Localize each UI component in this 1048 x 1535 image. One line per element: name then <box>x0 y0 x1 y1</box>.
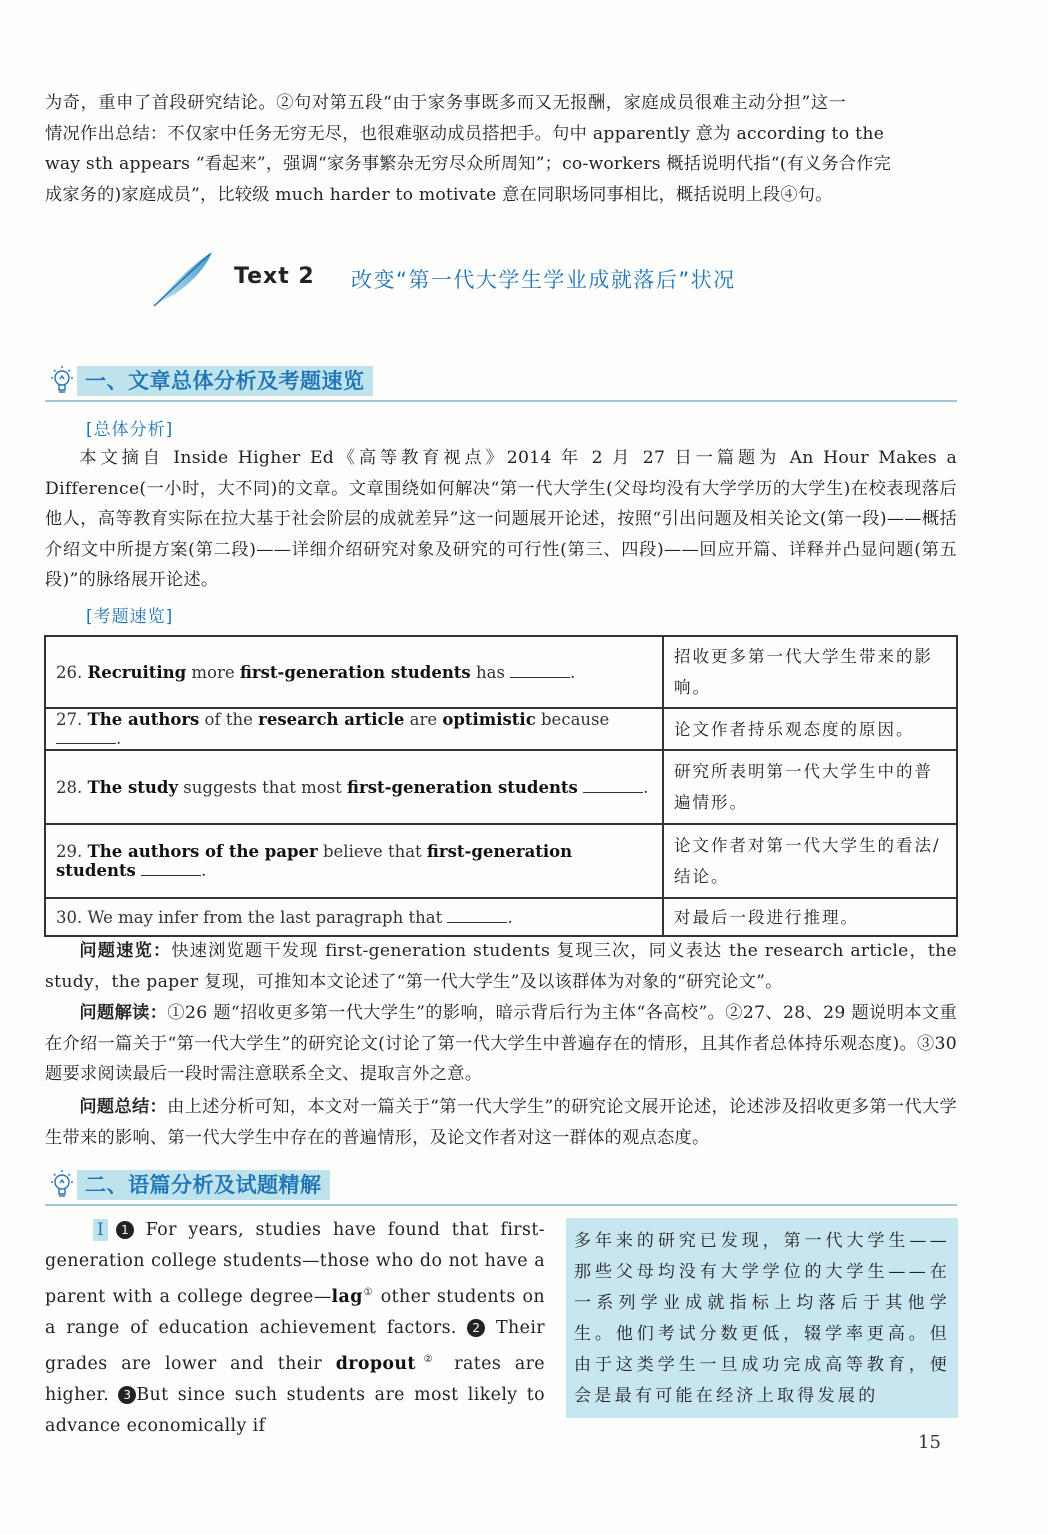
question-stem <box>45 824 663 898</box>
vocab-note-marker: ② <box>415 1353 441 1365</box>
stem-end: . <box>116 729 122 748</box>
section-rule <box>45 1204 957 1206</box>
sentence-text: other students on a range of education achievement factors. <box>45 1286 546 1338</box>
question-stem <box>45 708 663 750</box>
vocab-word: dropout <box>335 1353 416 1374</box>
sentence-text: rates are higher. <box>45 1353 546 1405</box>
question-preview-table <box>44 635 958 937</box>
sentence-number-badge: 1 <box>116 1221 134 1239</box>
stem-end: . <box>570 662 576 682</box>
lightbulb-icon <box>47 364 77 396</box>
keyword: The authors <box>87 710 200 729</box>
sentence-number-badge: 3 <box>118 1386 136 1404</box>
answer-blank <box>583 778 643 793</box>
question-stem <box>45 750 663 824</box>
question-number: 26. <box>56 662 83 682</box>
summary-text: 由上述分析可知，本文对一篇关于“第一代大学生”的研究论文展开论述，论述涉及招收更多第一代大学生带来的影响、第一代大学生中存在的普遍情形，及论文作者对这一群体的观点态度。 <box>45 1097 957 1148</box>
question-number: 28. <box>56 777 83 797</box>
english-passage <box>45 1215 545 1442</box>
sentence-text: Their grades are lower and their <box>45 1317 546 1374</box>
page-number: 15 <box>918 1432 941 1453</box>
stem-text: has <box>470 662 511 682</box>
stem-text: more <box>186 662 240 682</box>
stem-end: . <box>643 777 649 797</box>
keyword: first-generation students <box>239 662 471 682</box>
quill-pen-icon <box>150 248 220 310</box>
question-row <box>45 898 957 936</box>
translation-text: 多年来的研究已发现，第一代大学生——那些父母均没有大学学位的大学生——在一系列学业成就指标上均落后于其他学生。他们考试分数更低，辍学率更高。但由于这类学生一旦成功完成高等教育，便会是最有可能在经济上取得发展的 <box>574 1231 950 1406</box>
lightbulb-icon <box>47 1168 77 1200</box>
vocab-word: lag <box>331 1286 363 1307</box>
sentence-text: For years, studies have found that first-generation college students—those who do not have a parent with a college degree— <box>45 1220 545 1307</box>
question-focus-note: 论文作者持乐观态度的原因。 <box>663 708 957 750</box>
summary-label: 问题总结： <box>79 1097 168 1117</box>
vocab-note-marker: ① <box>362 1287 374 1298</box>
question-number: 29. <box>56 842 83 861</box>
stem-text: of the <box>199 710 259 729</box>
read-text: ①26 题“招收更多第一代大学生”的影响，暗示背后行为主体“各高校”。②27、28、29 题说明本文重在介绍一篇关于“第一代大学生”的研究论文(讨论了第一代大学生中普遍存在的情形，且其作者总体持乐观态度)。③30 题要求阅读最后一段时需注意联系全文、提取言外之意。 <box>45 1003 957 1084</box>
text-line: 成家务的)家庭成员”，比较级 much harder to motivate 意在同职场同事相比，概括说明上段④句。 <box>45 184 833 205</box>
question-row <box>45 824 957 898</box>
question-speed-paragraph <box>45 936 957 997</box>
paragraph-number-badge: I <box>93 1219 108 1241</box>
question-reading-paragraph <box>45 998 957 1090</box>
section-title: 一、文章总体分析及考题速览 <box>77 366 373 396</box>
question-focus-note: 对最后一段进行推理。 <box>663 898 957 936</box>
continued-analysis-paragraph <box>45 88 957 210</box>
text2-heading <box>150 248 850 318</box>
stem-end: . <box>201 861 207 880</box>
section2-heading <box>45 1166 957 1206</box>
section-title: 二、语篇分析及试题精解 <box>77 1170 330 1200</box>
question-row <box>45 636 957 708</box>
keyword: optimistic <box>442 710 536 729</box>
speed-text: 快速浏览题干发现 first-generation students 复现三次，同义表达 the research article，the study，the paper 复现，可推知本文论述了“第一代大学生”及以该群体为对象的“研究论文”。 <box>45 941 957 992</box>
stem-text: We may infer from the last paragraph that <box>87 907 448 927</box>
question-focus-note: 研究所表明第一代大学生中的普遍情形。 <box>663 750 957 824</box>
speed-label: 问题速览： <box>79 941 172 961</box>
answer-blank <box>447 908 507 923</box>
question-row <box>45 750 957 824</box>
question-summary-paragraph <box>45 1092 957 1153</box>
text-number-label: Text 2 <box>234 264 315 289</box>
question-preview-label: [考题速览] <box>86 607 174 627</box>
text-line: 情况作出总结：不仅家中任务无穷无尽，也很难驱动成员搭把手。句中 apparently 意为 according to the <box>45 123 885 144</box>
text-line: way sth appears “看起来”，强调“家务事繁杂无穷尽众所周知”；co-workers 概括说明代指“(有义务合作完 <box>45 154 891 174</box>
read-label: 问题解读： <box>79 1003 168 1023</box>
answer-blank <box>56 729 116 744</box>
question-focus-note: 招收更多第一代大学生带来的影响。 <box>663 636 957 708</box>
text-title: 改变“第一代大学生学业成就落后”状况 <box>351 268 736 292</box>
answer-blank <box>141 861 201 876</box>
question-number: 30. <box>56 907 83 927</box>
question-stem <box>45 898 663 936</box>
section-rule <box>45 400 957 402</box>
question-number: 27. <box>56 710 83 729</box>
sentence-number-badge: 2 <box>467 1319 485 1337</box>
question-focus-note: 论文作者对第一代大学生的看法/结论。 <box>663 824 957 898</box>
chinese-translation-box <box>566 1218 958 1418</box>
keyword: The authors of the paper <box>87 842 318 861</box>
keyword: The study <box>87 777 179 797</box>
keyword: Recruiting <box>87 662 187 682</box>
overall-analysis-paragraph: 本文摘自 Inside Higher Ed《高等教育视点》2014 年 2 月 27 日一篇题为 An Hour Makes a Difference(一小时，大不同)的文章。文章围绕如何解决“第一代大学生(父母均没有大学学历的大学生)在校表现落后他人，高等教育实际在拉大基于社会阶层的成就差异”这一问题展开论述，按照“引出问题及相关论文(第一段)——概括介绍文中所提方案(第二段)——详细介绍研究对象及研究的可行性(第三、四段)——回应开篇、详释并凸显问题(第五段)”的脉络展开论述。 <box>45 448 957 590</box>
keyword: research article <box>258 710 405 729</box>
question-row <box>45 708 957 750</box>
sentence-text: But since such students are most likely to advance economically if <box>45 1384 545 1436</box>
stem-text: are <box>404 710 443 729</box>
stem-text: because <box>535 710 610 729</box>
stem-end: . <box>507 907 513 927</box>
question-stem <box>45 636 663 708</box>
section1-heading <box>45 362 957 402</box>
stem-text: suggests that most <box>178 777 347 797</box>
keyword: first-generation students <box>56 842 573 880</box>
keyword: first-generation students <box>347 777 578 797</box>
text-line: 为奇，重申了首段研究结论。②句对第五段“由于家务事既多而又无报酬，家庭成员很难主动分担”这一 <box>45 93 847 113</box>
stem-text: believe that <box>317 842 427 861</box>
overall-analysis-label: [总体分析] <box>86 420 174 440</box>
answer-blank <box>510 663 570 678</box>
